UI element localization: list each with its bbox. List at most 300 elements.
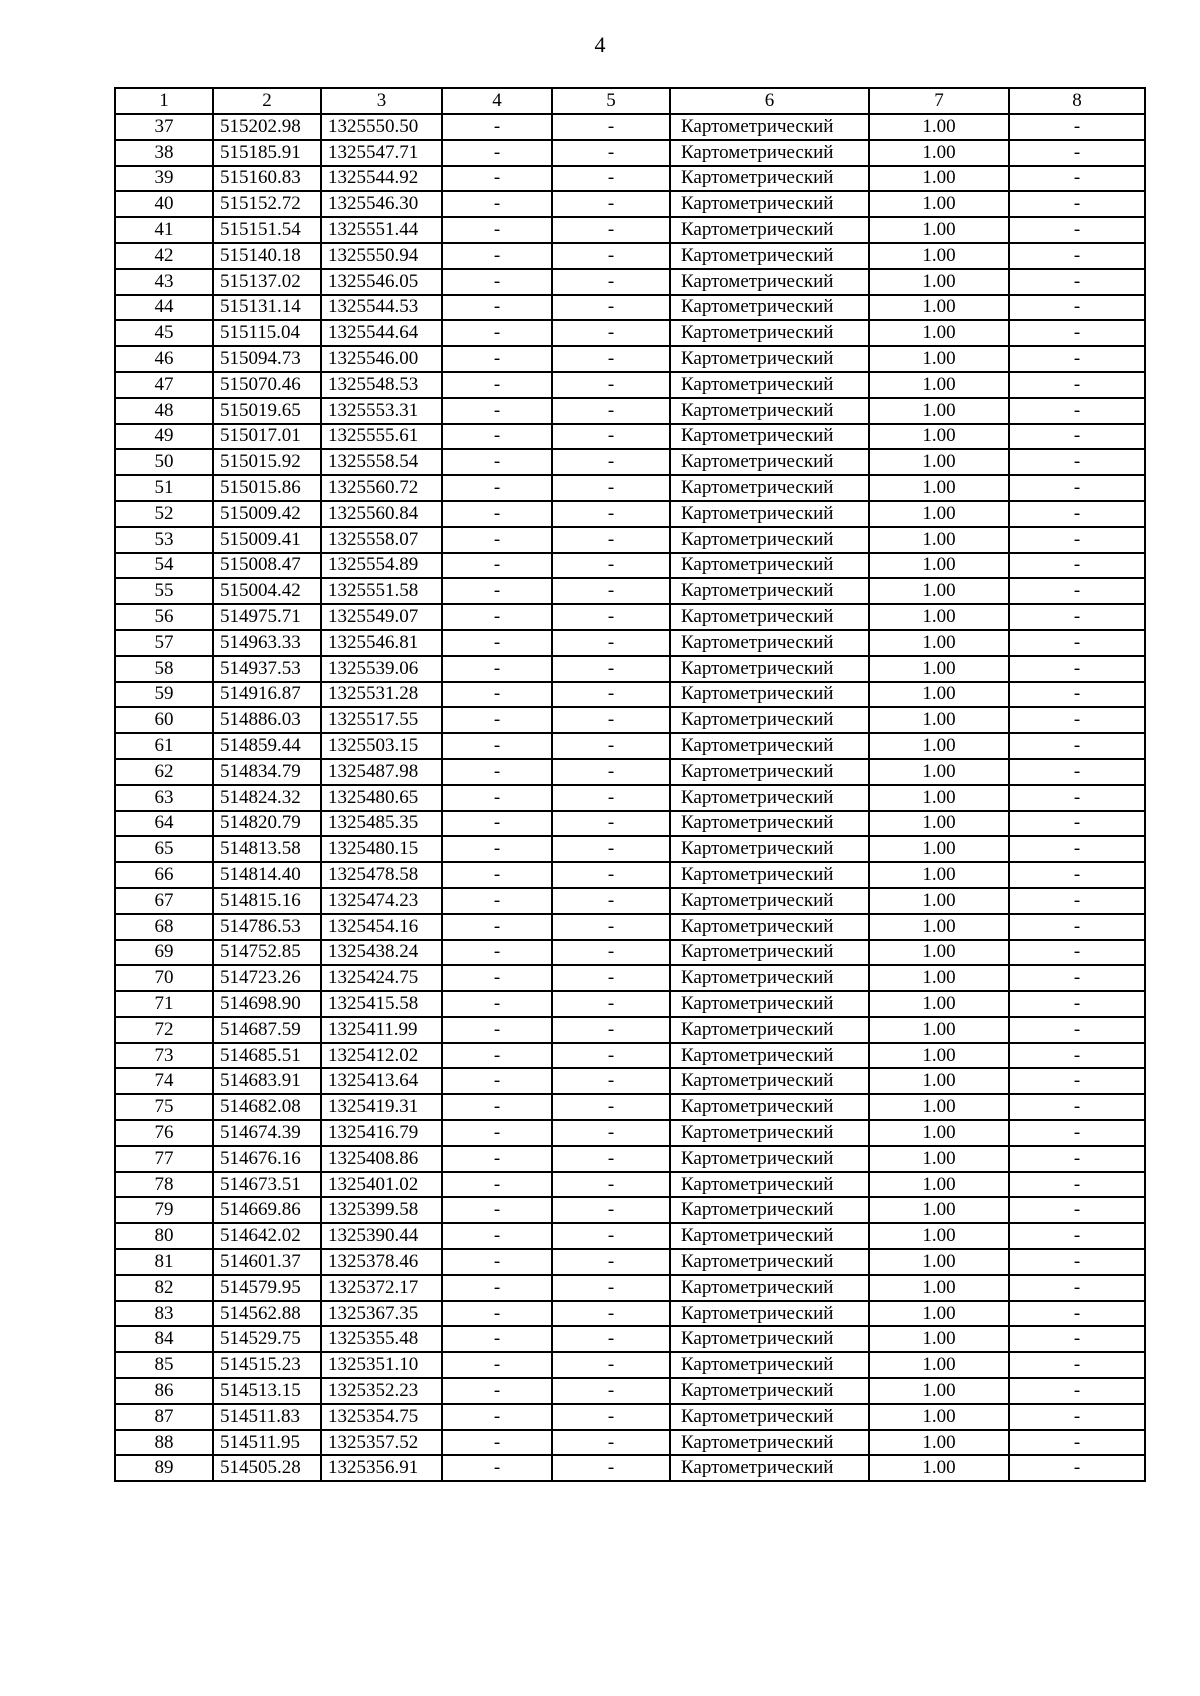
accuracy-cell: 1.00: [869, 759, 1009, 785]
column-5-cell: -: [552, 1120, 670, 1146]
x-coordinate-cell: 514685.51: [213, 1043, 321, 1069]
accuracy-cell: 1.00: [869, 372, 1009, 398]
table-row: [115, 527, 1145, 553]
y-coordinate-cell: 1325354.75: [321, 1404, 442, 1430]
table-row: [115, 449, 1145, 475]
column-5-cell: -: [552, 501, 670, 527]
method-cell: Картометрический: [670, 1430, 869, 1456]
column-5-cell: -: [552, 217, 670, 243]
x-coordinate-cell: 514859.44: [213, 733, 321, 759]
column-4-cell: -: [442, 475, 552, 501]
column-8-cell: -: [1009, 914, 1145, 940]
column-header: 3: [321, 88, 442, 114]
method-cell: Картометрический: [670, 630, 869, 656]
column-8-cell: -: [1009, 1352, 1145, 1378]
point-number-cell: 49: [115, 424, 213, 450]
column-8-cell: -: [1009, 1017, 1145, 1043]
column-8-cell: -: [1009, 346, 1145, 372]
column-5-cell: -: [552, 733, 670, 759]
column-5-cell: -: [552, 991, 670, 1017]
accuracy-cell: 1.00: [869, 449, 1009, 475]
column-4-cell: -: [442, 1404, 552, 1430]
y-coordinate-cell: 1325351.10: [321, 1352, 442, 1378]
table-row: [115, 1249, 1145, 1275]
column-8-cell: -: [1009, 114, 1145, 140]
column-8-cell: -: [1009, 785, 1145, 811]
accuracy-cell: 1.00: [869, 1223, 1009, 1249]
x-coordinate-cell: 514562.88: [213, 1301, 321, 1327]
column-8-cell: -: [1009, 475, 1145, 501]
x-coordinate-cell: 514669.86: [213, 1197, 321, 1223]
column-5-cell: -: [552, 166, 670, 192]
column-5-cell: -: [552, 836, 670, 862]
accuracy-cell: 1.00: [869, 991, 1009, 1017]
point-number-cell: 87: [115, 1404, 213, 1430]
y-coordinate-cell: 1325554.89: [321, 553, 442, 579]
column-5-cell: -: [552, 1043, 670, 1069]
x-coordinate-cell: 514815.16: [213, 888, 321, 914]
column-8-cell: -: [1009, 759, 1145, 785]
column-4-cell: -: [442, 862, 552, 888]
point-number-cell: 88: [115, 1430, 213, 1456]
accuracy-cell: 1.00: [869, 501, 1009, 527]
y-coordinate-cell: 1325372.17: [321, 1275, 442, 1301]
column-4-cell: -: [442, 682, 552, 708]
y-coordinate-cell: 1325399.58: [321, 1197, 442, 1223]
column-8-cell: -: [1009, 991, 1145, 1017]
accuracy-cell: 1.00: [869, 140, 1009, 166]
method-cell: Картометрический: [670, 836, 869, 862]
x-coordinate-cell: 515185.91: [213, 140, 321, 166]
y-coordinate-cell: 1325551.44: [321, 217, 442, 243]
point-number-cell: 40: [115, 191, 213, 217]
accuracy-cell: 1.00: [869, 346, 1009, 372]
column-5-cell: -: [552, 707, 670, 733]
method-cell: Картометрический: [670, 424, 869, 450]
x-coordinate-cell: 515004.42: [213, 578, 321, 604]
x-coordinate-cell: 514529.75: [213, 1326, 321, 1352]
column-4-cell: -: [442, 1352, 552, 1378]
point-number-cell: 44: [115, 295, 213, 321]
column-8-cell: -: [1009, 1068, 1145, 1094]
x-coordinate-cell: 514814.40: [213, 862, 321, 888]
y-coordinate-cell: 1325546.05: [321, 269, 442, 295]
point-number-cell: 84: [115, 1326, 213, 1352]
accuracy-cell: 1.00: [869, 811, 1009, 837]
table-row: [115, 1197, 1145, 1223]
column-8-cell: -: [1009, 1455, 1145, 1481]
accuracy-cell: 1.00: [869, 1455, 1009, 1481]
accuracy-cell: 1.00: [869, 1197, 1009, 1223]
y-coordinate-cell: 1325546.30: [321, 191, 442, 217]
point-number-cell: 60: [115, 707, 213, 733]
point-number-cell: 66: [115, 862, 213, 888]
point-number-cell: 86: [115, 1378, 213, 1404]
column-5-cell: -: [552, 862, 670, 888]
x-coordinate-cell: 514511.83: [213, 1404, 321, 1430]
table-row: [115, 217, 1145, 243]
column-8-cell: -: [1009, 811, 1145, 837]
column-5-cell: -: [552, 424, 670, 450]
column-4-cell: -: [442, 604, 552, 630]
method-cell: Картометрический: [670, 140, 869, 166]
table-row: [115, 733, 1145, 759]
y-coordinate-cell: 1325438.24: [321, 940, 442, 966]
point-number-cell: 53: [115, 527, 213, 553]
method-cell: Картометрический: [670, 1172, 869, 1198]
x-coordinate-cell: 515017.01: [213, 424, 321, 450]
column-5-cell: -: [552, 1094, 670, 1120]
accuracy-cell: 1.00: [869, 656, 1009, 682]
y-coordinate-cell: 1325415.58: [321, 991, 442, 1017]
method-cell: Картометрический: [670, 682, 869, 708]
column-8-cell: -: [1009, 707, 1145, 733]
column-5-cell: -: [552, 759, 670, 785]
y-coordinate-cell: 1325424.75: [321, 965, 442, 991]
y-coordinate-cell: 1325550.50: [321, 114, 442, 140]
column-8-cell: -: [1009, 1120, 1145, 1146]
method-cell: Картометрический: [670, 811, 869, 837]
accuracy-cell: 1.00: [869, 1275, 1009, 1301]
accuracy-cell: 1.00: [869, 940, 1009, 966]
point-number-cell: 80: [115, 1223, 213, 1249]
table-header-row: [115, 88, 1145, 114]
y-coordinate-cell: 1325544.92: [321, 166, 442, 192]
column-8-cell: -: [1009, 578, 1145, 604]
table-row: [115, 475, 1145, 501]
column-4-cell: -: [442, 527, 552, 553]
table-row: [115, 269, 1145, 295]
y-coordinate-cell: 1325412.02: [321, 1043, 442, 1069]
column-4-cell: -: [442, 1223, 552, 1249]
column-8-cell: -: [1009, 888, 1145, 914]
method-cell: Картометрический: [670, 759, 869, 785]
y-coordinate-cell: 1325547.71: [321, 140, 442, 166]
point-number-cell: 55: [115, 578, 213, 604]
accuracy-cell: 1.00: [869, 269, 1009, 295]
y-coordinate-cell: 1325551.58: [321, 578, 442, 604]
method-cell: Картометрический: [670, 527, 869, 553]
table-row: [115, 1352, 1145, 1378]
table-row: [115, 940, 1145, 966]
column-4-cell: -: [442, 578, 552, 604]
method-cell: Картометрический: [670, 475, 869, 501]
method-cell: Картометрический: [670, 1146, 869, 1172]
column-5-cell: -: [552, 1352, 670, 1378]
y-coordinate-cell: 1325485.35: [321, 811, 442, 837]
method-cell: Картометрический: [670, 346, 869, 372]
y-coordinate-cell: 1325352.23: [321, 1378, 442, 1404]
column-5-cell: -: [552, 1249, 670, 1275]
method-cell: Картометрический: [670, 295, 869, 321]
accuracy-cell: 1.00: [869, 1378, 1009, 1404]
column-4-cell: -: [442, 217, 552, 243]
point-number-cell: 67: [115, 888, 213, 914]
accuracy-cell: 1.00: [869, 733, 1009, 759]
x-coordinate-cell: 514515.23: [213, 1352, 321, 1378]
point-number-cell: 46: [115, 346, 213, 372]
column-5-cell: -: [552, 295, 670, 321]
x-coordinate-cell: 514975.71: [213, 604, 321, 630]
point-number-cell: 59: [115, 682, 213, 708]
accuracy-cell: 1.00: [869, 965, 1009, 991]
y-coordinate-cell: 1325539.06: [321, 656, 442, 682]
table-row: [115, 707, 1145, 733]
column-8-cell: -: [1009, 501, 1145, 527]
x-coordinate-cell: 514723.26: [213, 965, 321, 991]
x-coordinate-cell: 514579.95: [213, 1275, 321, 1301]
point-number-cell: 72: [115, 1017, 213, 1043]
accuracy-cell: 1.00: [869, 1430, 1009, 1456]
column-5-cell: -: [552, 449, 670, 475]
x-coordinate-cell: 515094.73: [213, 346, 321, 372]
column-8-cell: -: [1009, 1326, 1145, 1352]
accuracy-cell: 1.00: [869, 630, 1009, 656]
y-coordinate-cell: 1325487.98: [321, 759, 442, 785]
table-row: [115, 759, 1145, 785]
column-8-cell: -: [1009, 1430, 1145, 1456]
y-coordinate-cell: 1325419.31: [321, 1094, 442, 1120]
column-4-cell: -: [442, 243, 552, 269]
y-coordinate-cell: 1325367.35: [321, 1301, 442, 1327]
accuracy-cell: 1.00: [869, 1120, 1009, 1146]
y-coordinate-cell: 1325550.94: [321, 243, 442, 269]
method-cell: Картометрический: [670, 372, 869, 398]
column-4-cell: -: [442, 1043, 552, 1069]
column-5-cell: -: [552, 1197, 670, 1223]
table-row: [115, 1404, 1145, 1430]
method-cell: Картометрический: [670, 269, 869, 295]
table-row: [115, 682, 1145, 708]
method-cell: Картометрический: [670, 888, 869, 914]
column-8-cell: -: [1009, 656, 1145, 682]
column-5-cell: -: [552, 578, 670, 604]
column-5-cell: -: [552, 1326, 670, 1352]
column-4-cell: -: [442, 346, 552, 372]
point-number-cell: 85: [115, 1352, 213, 1378]
column-8-cell: -: [1009, 295, 1145, 321]
column-4-cell: -: [442, 1430, 552, 1456]
accuracy-cell: 1.00: [869, 1404, 1009, 1430]
column-4-cell: -: [442, 1146, 552, 1172]
method-cell: Картометрический: [670, 398, 869, 424]
x-coordinate-cell: 514687.59: [213, 1017, 321, 1043]
column-8-cell: -: [1009, 1043, 1145, 1069]
column-4-cell: -: [442, 630, 552, 656]
column-8-cell: -: [1009, 1275, 1145, 1301]
point-number-cell: 70: [115, 965, 213, 991]
accuracy-cell: 1.00: [869, 1043, 1009, 1069]
accuracy-cell: 1.00: [869, 1301, 1009, 1327]
x-coordinate-cell: 515070.46: [213, 372, 321, 398]
x-coordinate-cell: 515019.65: [213, 398, 321, 424]
table-row: [115, 1068, 1145, 1094]
x-coordinate-cell: 514820.79: [213, 811, 321, 837]
column-4-cell: -: [442, 785, 552, 811]
table-row: [115, 424, 1145, 450]
method-cell: Картометрический: [670, 991, 869, 1017]
column-4-cell: -: [442, 733, 552, 759]
column-4-cell: -: [442, 1455, 552, 1481]
point-number-cell: 45: [115, 320, 213, 346]
column-5-cell: -: [552, 1068, 670, 1094]
method-cell: Картометрический: [670, 656, 869, 682]
table-row: [115, 578, 1145, 604]
y-coordinate-cell: 1325378.46: [321, 1249, 442, 1275]
column-4-cell: -: [442, 501, 552, 527]
accuracy-cell: 1.00: [869, 191, 1009, 217]
accuracy-cell: 1.00: [869, 243, 1009, 269]
point-number-cell: 79: [115, 1197, 213, 1223]
column-header: 8: [1009, 88, 1145, 114]
y-coordinate-cell: 1325480.15: [321, 836, 442, 862]
y-coordinate-cell: 1325546.00: [321, 346, 442, 372]
point-number-cell: 64: [115, 811, 213, 837]
y-coordinate-cell: 1325356.91: [321, 1455, 442, 1481]
table-row: [115, 965, 1145, 991]
column-4-cell: -: [442, 372, 552, 398]
column-8-cell: -: [1009, 553, 1145, 579]
table-row: [115, 1275, 1145, 1301]
column-5-cell: -: [552, 1172, 670, 1198]
column-8-cell: -: [1009, 424, 1145, 450]
accuracy-cell: 1.00: [869, 1094, 1009, 1120]
point-number-cell: 51: [115, 475, 213, 501]
y-coordinate-cell: 1325390.44: [321, 1223, 442, 1249]
method-cell: Картометрический: [670, 578, 869, 604]
x-coordinate-cell: 515137.02: [213, 269, 321, 295]
column-5-cell: -: [552, 1430, 670, 1456]
x-coordinate-cell: 514511.95: [213, 1430, 321, 1456]
column-5-cell: -: [552, 372, 670, 398]
column-5-cell: -: [552, 527, 670, 553]
y-coordinate-cell: 1325553.31: [321, 398, 442, 424]
column-8-cell: -: [1009, 398, 1145, 424]
y-coordinate-cell: 1325411.99: [321, 1017, 442, 1043]
x-coordinate-cell: 514513.15: [213, 1378, 321, 1404]
column-5-cell: -: [552, 1223, 670, 1249]
column-4-cell: -: [442, 914, 552, 940]
column-8-cell: -: [1009, 1146, 1145, 1172]
accuracy-cell: 1.00: [869, 114, 1009, 140]
accuracy-cell: 1.00: [869, 785, 1009, 811]
column-5-cell: -: [552, 346, 670, 372]
column-4-cell: -: [442, 295, 552, 321]
y-coordinate-cell: 1325357.52: [321, 1430, 442, 1456]
point-number-cell: 52: [115, 501, 213, 527]
method-cell: Картометрический: [670, 1326, 869, 1352]
point-number-cell: 68: [115, 914, 213, 940]
table-row: [115, 553, 1145, 579]
column-8-cell: -: [1009, 243, 1145, 269]
y-coordinate-cell: 1325531.28: [321, 682, 442, 708]
point-number-cell: 54: [115, 553, 213, 579]
point-number-cell: 69: [115, 940, 213, 966]
column-4-cell: -: [442, 191, 552, 217]
method-cell: Картометрический: [670, 733, 869, 759]
method-cell: Картометрический: [670, 914, 869, 940]
column-4-cell: -: [442, 398, 552, 424]
accuracy-cell: 1.00: [869, 682, 1009, 708]
table-row: [115, 604, 1145, 630]
table-row: [115, 243, 1145, 269]
column-5-cell: -: [552, 785, 670, 811]
column-4-cell: -: [442, 888, 552, 914]
point-number-cell: 78: [115, 1172, 213, 1198]
method-cell: Картометрический: [670, 1068, 869, 1094]
x-coordinate-cell: 515015.86: [213, 475, 321, 501]
accuracy-cell: 1.00: [869, 604, 1009, 630]
accuracy-cell: 1.00: [869, 398, 1009, 424]
y-coordinate-cell: 1325544.64: [321, 320, 442, 346]
x-coordinate-cell: 514916.87: [213, 682, 321, 708]
table-row: [115, 191, 1145, 217]
accuracy-cell: 1.00: [869, 1068, 1009, 1094]
y-coordinate-cell: 1325560.72: [321, 475, 442, 501]
table-row: [115, 1146, 1145, 1172]
method-cell: Картометрический: [670, 707, 869, 733]
y-coordinate-cell: 1325549.07: [321, 604, 442, 630]
column-5-cell: -: [552, 1301, 670, 1327]
column-8-cell: -: [1009, 1094, 1145, 1120]
table-row: [115, 914, 1145, 940]
x-coordinate-cell: 514683.91: [213, 1068, 321, 1094]
column-8-cell: -: [1009, 1301, 1145, 1327]
column-8-cell: -: [1009, 1172, 1145, 1198]
point-number-cell: 83: [115, 1301, 213, 1327]
y-coordinate-cell: 1325558.54: [321, 449, 442, 475]
column-5-cell: -: [552, 191, 670, 217]
x-coordinate-cell: 514682.08: [213, 1094, 321, 1120]
x-coordinate-cell: 514834.79: [213, 759, 321, 785]
column-5-cell: -: [552, 320, 670, 346]
coordinates-table: [114, 87, 1146, 1482]
column-8-cell: -: [1009, 733, 1145, 759]
point-number-cell: 63: [115, 785, 213, 811]
column-5-cell: -: [552, 243, 670, 269]
point-number-cell: 76: [115, 1120, 213, 1146]
column-4-cell: -: [442, 1378, 552, 1404]
accuracy-cell: 1.00: [869, 1017, 1009, 1043]
method-cell: Картометрический: [670, 1197, 869, 1223]
y-coordinate-cell: 1325413.64: [321, 1068, 442, 1094]
column-5-cell: -: [552, 604, 670, 630]
method-cell: Картометрический: [670, 114, 869, 140]
accuracy-cell: 1.00: [869, 914, 1009, 940]
column-4-cell: -: [442, 1094, 552, 1120]
point-number-cell: 48: [115, 398, 213, 424]
method-cell: Картометрический: [670, 1120, 869, 1146]
column-5-cell: -: [552, 888, 670, 914]
accuracy-cell: 1.00: [869, 295, 1009, 321]
column-5-cell: -: [552, 553, 670, 579]
x-coordinate-cell: 514642.02: [213, 1223, 321, 1249]
column-4-cell: -: [442, 269, 552, 295]
column-5-cell: -: [552, 1404, 670, 1430]
x-coordinate-cell: 514813.58: [213, 836, 321, 862]
column-5-cell: -: [552, 1455, 670, 1481]
x-coordinate-cell: 514676.16: [213, 1146, 321, 1172]
column-5-cell: -: [552, 1017, 670, 1043]
column-5-cell: -: [552, 682, 670, 708]
method-cell: Картометрический: [670, 1249, 869, 1275]
point-number-cell: 75: [115, 1094, 213, 1120]
column-4-cell: -: [442, 1301, 552, 1327]
point-number-cell: 43: [115, 269, 213, 295]
column-4-cell: -: [442, 1068, 552, 1094]
column-8-cell: -: [1009, 682, 1145, 708]
accuracy-cell: 1.00: [869, 707, 1009, 733]
